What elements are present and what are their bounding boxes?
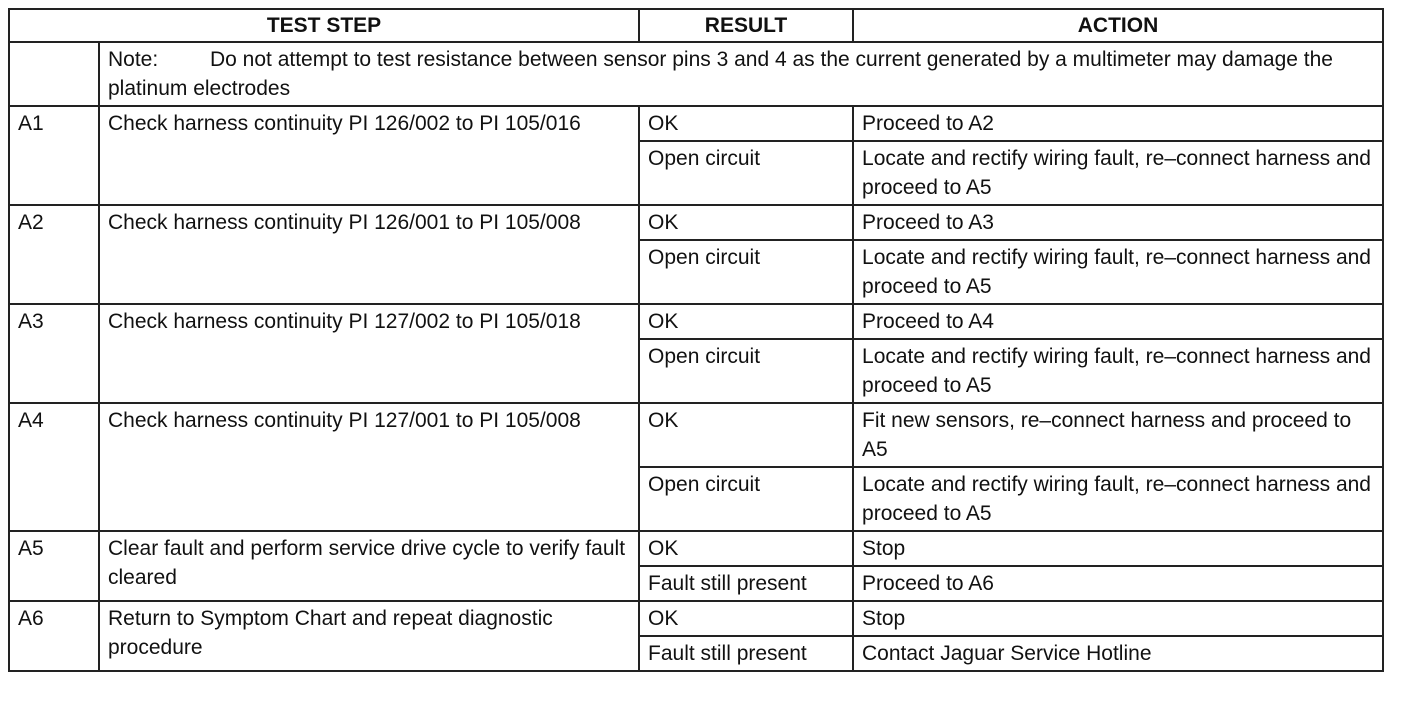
step-result: Fault still present bbox=[639, 636, 853, 671]
table-row bbox=[9, 106, 1383, 141]
step-action: Locate and rectify wiring fault, re–connect harness and proceed to A5 bbox=[853, 141, 1383, 205]
table-body bbox=[9, 42, 1383, 671]
step-action: Locate and rectify wiring fault, re–connect harness and proceed to A5 bbox=[853, 240, 1383, 304]
step-result: Open circuit bbox=[639, 240, 853, 304]
step-id: A6 bbox=[9, 601, 99, 671]
step-action: Locate and rectify wiring fault, re–connect harness and proceed to A5 bbox=[853, 339, 1383, 403]
step-description: Check harness continuity PI 126/001 to PI 105/008 bbox=[99, 205, 639, 304]
header-action: ACTION bbox=[853, 9, 1383, 42]
step-result: OK bbox=[639, 531, 853, 566]
table-row bbox=[9, 205, 1383, 240]
table-row bbox=[9, 531, 1383, 566]
note-text: Do not attempt to test resistance between sensor pins 3 and 4 as the current generated by a multimeter may damage the platinum electrodes bbox=[108, 48, 1333, 100]
step-result: Open circuit bbox=[639, 467, 853, 531]
step-id: A4 bbox=[9, 403, 99, 531]
step-id: A3 bbox=[9, 304, 99, 403]
step-description: Check harness continuity PI 126/002 to PI 105/016 bbox=[99, 106, 639, 205]
step-id: A5 bbox=[9, 531, 99, 601]
step-action: Stop bbox=[853, 531, 1383, 566]
step-result: OK bbox=[639, 106, 853, 141]
step-result: Open circuit bbox=[639, 141, 853, 205]
step-action: Stop bbox=[853, 601, 1383, 636]
step-id: A2 bbox=[9, 205, 99, 304]
table-row bbox=[9, 304, 1383, 339]
step-action: Proceed to A3 bbox=[853, 205, 1383, 240]
note-label: Note: bbox=[108, 48, 159, 71]
step-action: Locate and rectify wiring fault, re–connect harness and proceed to A5 bbox=[853, 467, 1383, 531]
step-description: Clear fault and perform service drive cycle to verify fault cleared bbox=[99, 531, 639, 601]
table-header-row bbox=[9, 9, 1383, 42]
header-result: RESULT bbox=[639, 9, 853, 42]
step-result: OK bbox=[639, 205, 853, 240]
step-action: Contact Jaguar Service Hotline bbox=[853, 636, 1383, 671]
table-row bbox=[9, 601, 1383, 636]
step-result: OK bbox=[639, 601, 853, 636]
table-row bbox=[9, 403, 1383, 467]
step-action: Proceed to A4 bbox=[853, 304, 1383, 339]
step-description: Return to Symptom Chart and repeat diagnostic procedure bbox=[99, 601, 639, 671]
step-action: Fit new sensors, re–connect harness and proceed to A5 bbox=[853, 403, 1383, 467]
note-cell bbox=[99, 42, 1383, 106]
header-test-step: TEST STEP bbox=[9, 9, 639, 42]
step-result: Open circuit bbox=[639, 339, 853, 403]
diagnostic-procedure-table bbox=[8, 8, 1384, 672]
step-description: Check harness continuity PI 127/002 to PI 105/018 bbox=[99, 304, 639, 403]
step-result: OK bbox=[639, 403, 853, 467]
step-description: Check harness continuity PI 127/001 to PI 105/008 bbox=[99, 403, 639, 531]
step-result: Fault still present bbox=[639, 566, 853, 601]
step-action: Proceed to A2 bbox=[853, 106, 1383, 141]
note-row bbox=[9, 42, 1383, 106]
step-id: A1 bbox=[9, 106, 99, 205]
step-action: Proceed to A6 bbox=[853, 566, 1383, 601]
note-spacer-cell bbox=[9, 42, 99, 106]
step-result: OK bbox=[639, 304, 853, 339]
